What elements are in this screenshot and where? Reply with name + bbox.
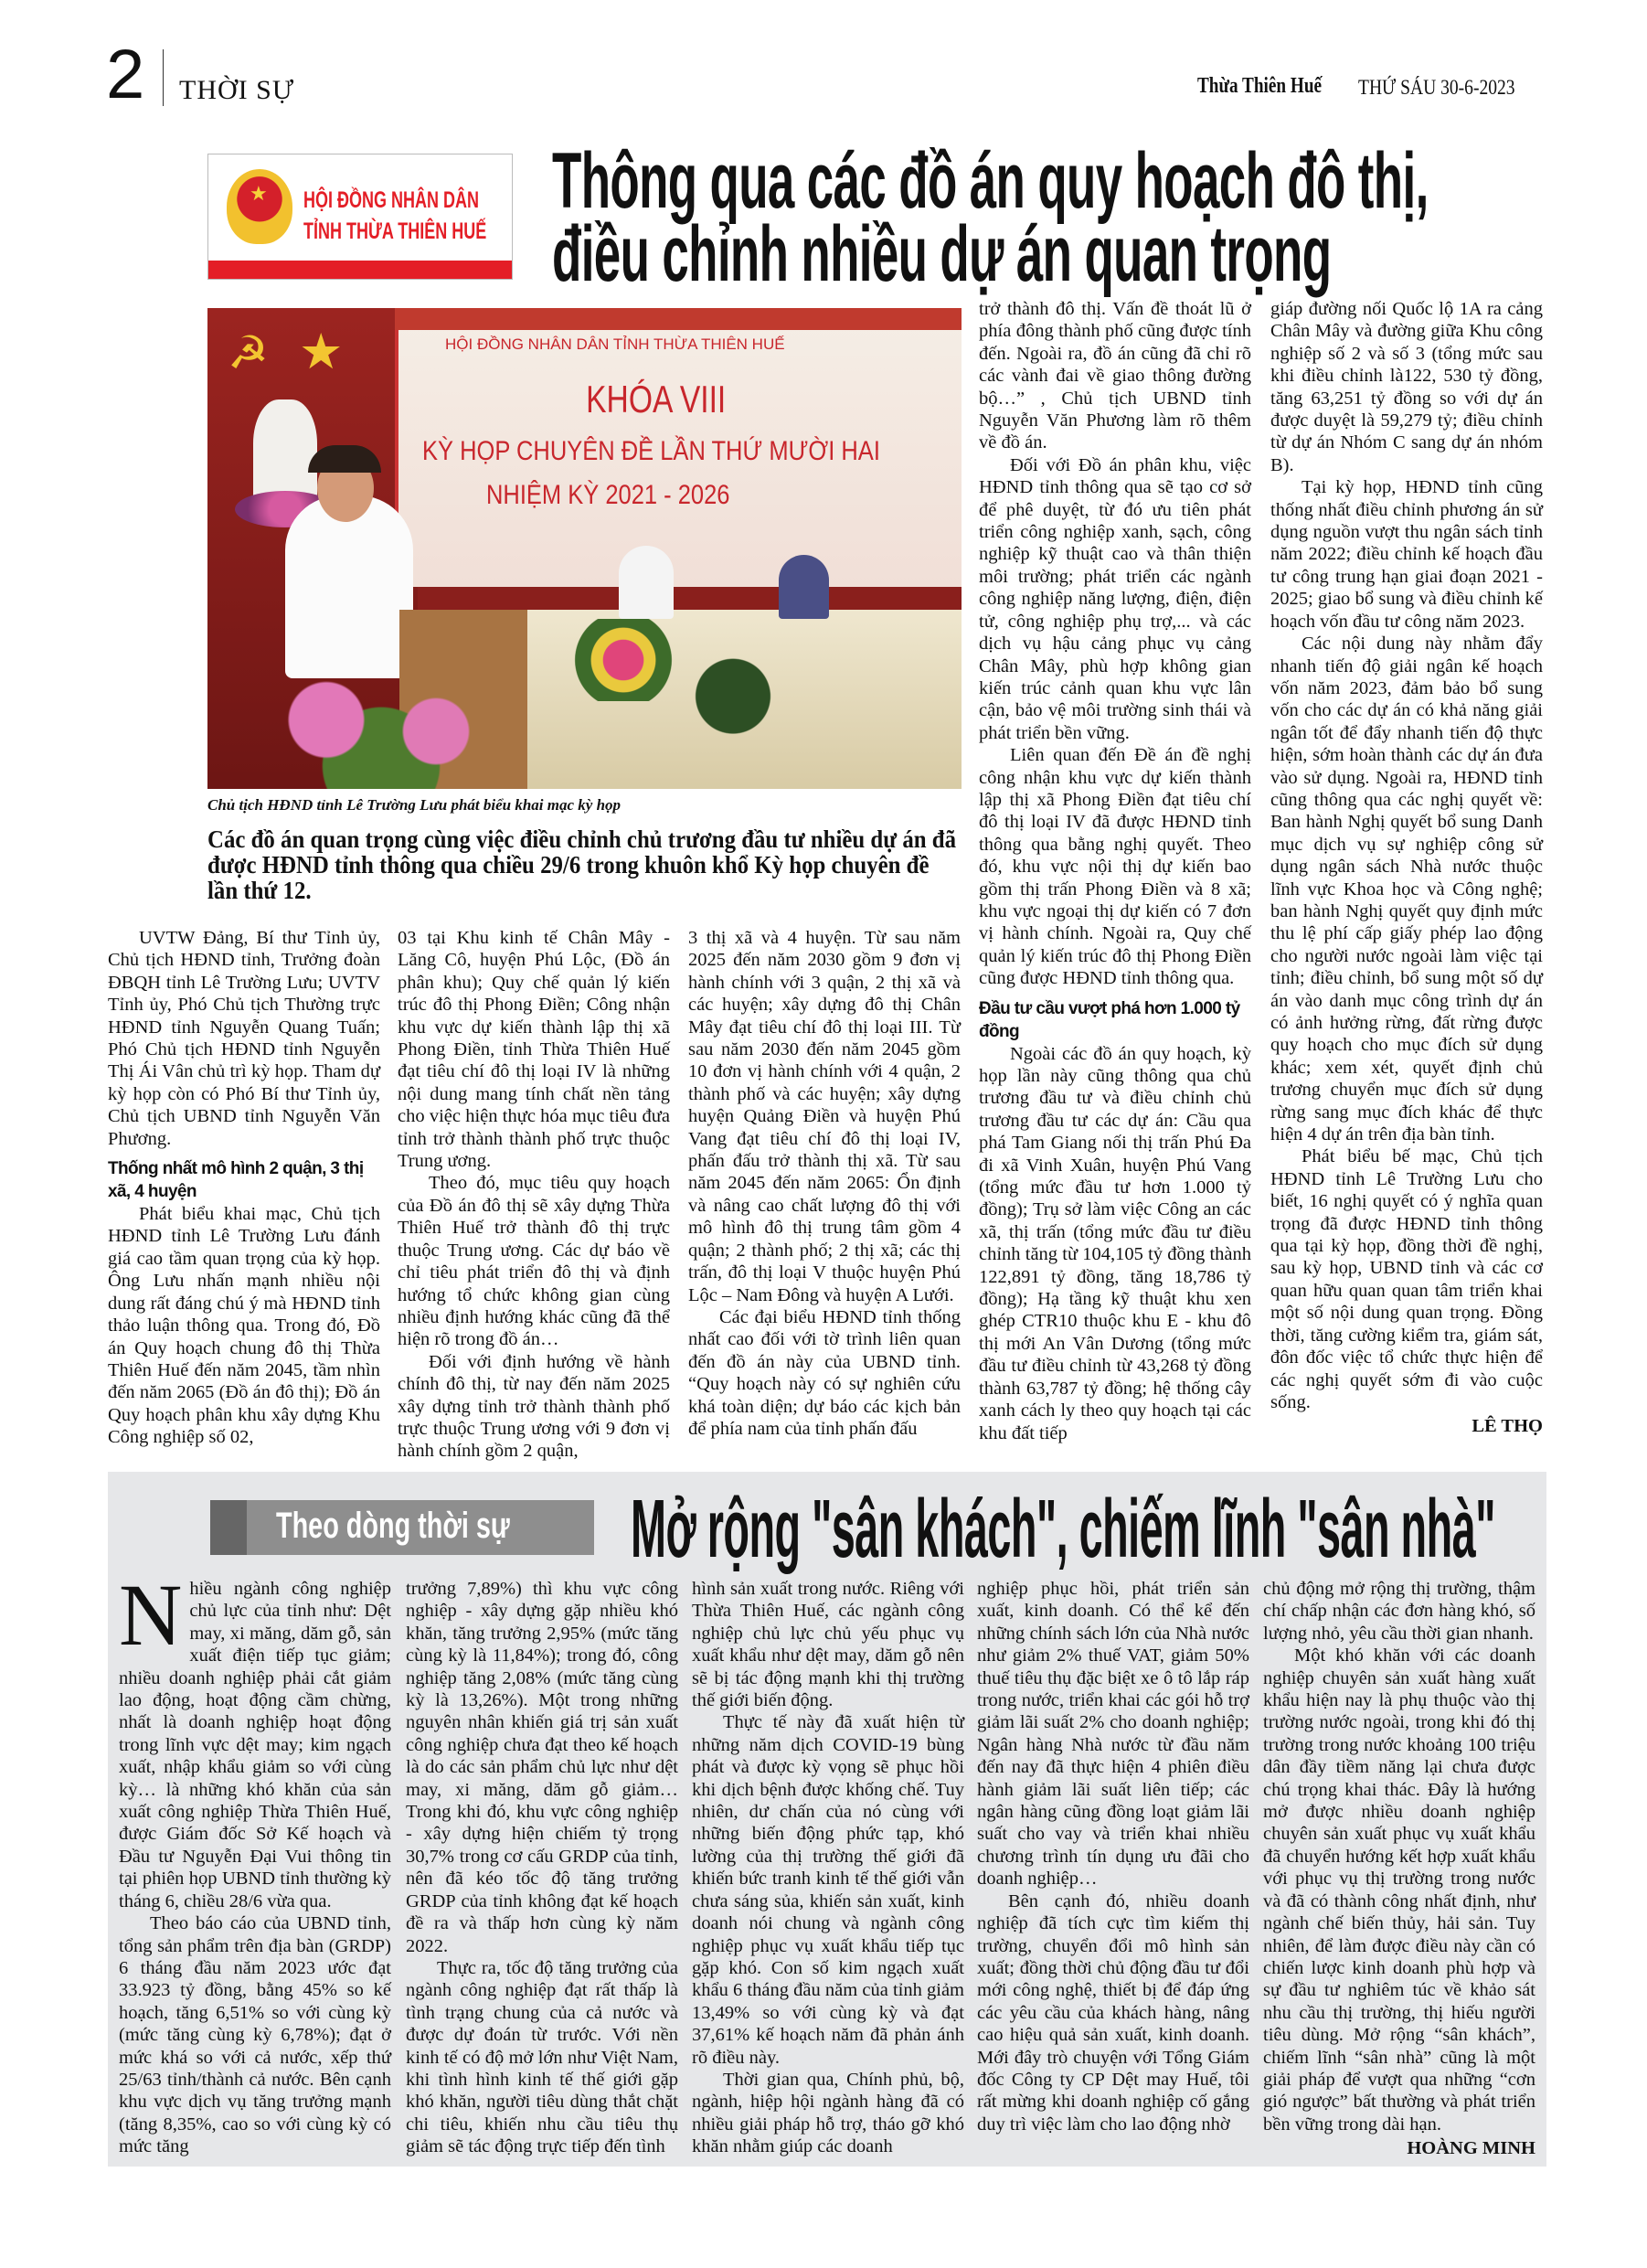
article-headline bbox=[552, 137, 1567, 298]
paragraph: giáp đường nối Quốc lộ 1A ra cảng Chân Mây và đường giữa Khu công nghiệp số 2 và số 3 (tổng mức sau khi điều chỉnh là122, 530 tỷ đồng, tăng 63,251 tỷ đồng so với dự án được duyệt là 59,279 tỷ; điều chỉnh từ dự án Nhóm C sang dự án nhóm B). bbox=[1270, 299, 1543, 475]
paragraph: Bên cạnh đó, nhiều doanh nghiệp đã tích cực tìm kiếm thị trường, chuyển đổi mô hình sản xuất; đồng thời chủ động đầu tư đổi mới công nghệ, thiết bị để đáp ứng các yêu cầu của khách hàng, nâng cao hiệu quả sản xuất, kinh doanh. Mới đây trò chuyện với Tổng Giám đốc Công ty CP Dệt may Huế, tôi rất mừng khi doanh nghiệp cố gắng duy trì việc làm cho lao động nhờ bbox=[977, 1890, 1249, 2135]
page-number: 2 bbox=[106, 36, 145, 113]
headline-line-2: điều chỉnh nhiều dự án quan trọng bbox=[552, 210, 1332, 298]
paragraph: UVTW Đảng, Bí thư Tỉnh ủy, Chủ tịch HĐND tỉnh, Trưởng đoàn ĐBQH tỉnh Lê Trường Lưu; UVTV Tỉnh ủy, Phó Chủ tịch Thường trực HĐND tỉnh Nguyễn Quang Tuấn; Phó Chủ tịch HĐND tỉnh Nguyễn Thị Ái Vân chủ trì kỳ họp. Tham dự kỳ họp còn có Phó Bí thư Tỉnh ủy, Chủ tịch UBND tỉnh Nguyễn Văn Phương. bbox=[108, 928, 380, 1149]
council-logo bbox=[207, 154, 513, 280]
paragraph: Thực tế này đã xuất hiện từ những năm dịch COVID-19 bùng phát và được kỳ vọng sẽ phục hồi khi dịch bệnh được khống chế. Tuy nhiên, dư chấn của nó cùng với những biến động phức tạp, khó lường của thị trường thế giới đã khiến bức tranh kinh tế thế giới vẫn chưa sáng sủa, khiến sản xuất, kinh doanh nói chung và ngành công nghiệp phục vụ xuất khẩu tiếp tục gặp khó. Con số kim ngạch xuất khẩu 6 tháng đầu năm của tỉnh giảm 13,49% so với cùng kỳ và đạt 37,61% kế hoạch năm đã phản ánh rõ điều này. bbox=[692, 1712, 964, 2068]
article-column-5 bbox=[1270, 298, 1543, 1438]
paragraph: trở thành đô thị. Vấn đề thoát lũ ở phía đông thành phố cũng được tính đến. Ngoài ra, đồ án cũng đã chỉ rõ các vành đai về giao thông đường bộ…” , Chủ tịch UBND tỉnh Nguyễn Văn Phương làm rõ thêm về đồ án. bbox=[979, 299, 1251, 453]
subheading: Thống nhất mô hình 2 quận, 3 thị xã, 4 huyện bbox=[108, 1159, 364, 1202]
paragraph: Phát biểu bế mạc, Chủ tịch HĐND tỉnh Lê Trường Lưu cho biết, 16 nghị quyết có ý nghĩa quan trọng đã được HĐND tỉnh thông qua tại kỳ họp, đồng thời đề nghị, sau kỳ họp, UBND tỉnh và các cơ quan hữu quan quan tâm triển khai một số nội dung quan trọng. Đồng thời, tăng cường kiểm tra, giám sát, đôn đốc việc tổ chức thực hiện để các nghị quyết sớm đi vào cuộc sống. bbox=[1270, 1146, 1543, 1412]
column-kicker bbox=[210, 1500, 594, 1555]
article-photo bbox=[207, 308, 962, 789]
banner-session: KỲ HỌP CHUYÊN ĐỀ LẦN THỨ MƯỜI HAI bbox=[422, 436, 880, 466]
national-emblem-icon: ★ bbox=[227, 169, 292, 244]
article-column-3 bbox=[688, 927, 961, 1440]
article-column-1 bbox=[108, 927, 380, 1449]
logo-line-1: HỘI ĐỒNG NHÂN DÂN bbox=[303, 187, 480, 213]
author-byline: LÊ THỌ bbox=[1472, 1416, 1543, 1437]
section-name: THỜI SỰ bbox=[179, 75, 295, 105]
photo-caption: Chủ tịch HĐND tỉnh Lê Trường Lưu phát biểu khai mạc kỳ họp bbox=[207, 796, 622, 814]
headline-line-1: Thông qua các đồ án quy hoạch đô thị, bbox=[552, 137, 1429, 225]
paragraph: 03 tại Khu kinh tế Chân Mây - Lăng Cô, huyện Phú Lộc, (Đồ án phân khu); Quy chế quản lý kiến trúc đô thị Phong Điền; Công nhận khu vực dự kiến thành lập thị xã Phong Điền, tỉnh Thừa Thiên Huế đạt tiêu chí đô thị loại IV là những nội dung mang tính chất nền tảng cho việc hiện thực hóa mục tiêu đưa tỉnh trở thành thành phố trực thuộc Trung ương. bbox=[398, 928, 670, 1172]
paragraph: Một khó khăn với các doanh nghiệp chuyên sản xuất hàng xuất khẩu hiện nay là phụ thuộc vào thị trường nước ngoài, trong khi đó thị trường trong nước khoảng 100 triệu dân đầy tiềm năng lại chưa được chú trọng khai thác. Đây là hướng mở được nhiều doanh nghiệp chuyên sản xuất phục vụ xuất khẩu đã chuyển hướng kết hợp xuất khẩu với phục vụ thị trường trong nước và đã có thành công nhất định, như ngành chế biến thủy, hải sản. Tuy nhiên, để làm được điều này cần có chiến lược kinh doanh phù hợp và sự đầu tư nghiêm túc về khảo sát nhu cầu thị trường, thị hiếu người tiêu dùng. Mở rộng “sân khách”, chiếm lĩnh “sân nhà” cũng là một giải pháp để vượt qua những “cơn gió ngược” bất thường và phát triển bền vững trong dài hạn. bbox=[1263, 1645, 1535, 2135]
author-byline: HOÀNG MINH bbox=[1407, 2138, 1535, 2159]
opinion-column-3 bbox=[692, 1578, 964, 2158]
paragraph: 3 thị xã và 4 huyện. Từ sau năm 2025 đến năm 2030 gồm 9 đơn vị hành chính với 3 quận, 2 thị xã và các huyện; xây dựng đô thị Chân Mây đạt tiêu chí đô thị loại III. Từ sau năm 2030 đến năm 2045 gồm 10 đơn vị hành chính với 4 quận, 2 thành phố và các huyện; xây dựng huyện Quảng Điền và huyện Phú Vang đạt tiêu chí đô thị loại IV, phấn đấu trở thành thị xã. Từ sau năm 2045 đến năm 2065: Ổn định và nâng cao chất lượng đô thị với mô hình đô thị trung tâm gồm 4 quận; 2 thành phố; 2 thị xã; các thị trấn, đô thị loại V thuộc huyện Phú Lộc – Nam Đông và huyện A Lưới. bbox=[688, 928, 961, 1305]
article-lead: Các đồ án quan trọng cùng việc điều chỉnh chủ trương đầu tư nhiều dự án đã được HĐND tỉnh thông qua chiều 29/6 trong khuôn khổ Kỳ họp chuyên đề lần thứ 12. bbox=[207, 825, 957, 904]
banner-period: NHIỆM KỲ 2021 - 2026 bbox=[486, 480, 730, 510]
newspaper-name: Thừa Thiên Huế bbox=[1197, 74, 1323, 98]
opinion-column-4 bbox=[977, 1578, 1249, 2135]
paragraph: Thời gian qua, Chính phủ, bộ, ngành, hiệp hội ngành hàng đã có nhiều giải pháp hỗ trợ, tháo gỡ khó khăn nhằm giúp các doanh bbox=[692, 2069, 964, 2157]
paragraph: trưởng 7,89%) thì khu vực công nghiệp - xây dựng gặp nhiều khó khăn, tăng trưởng 2,95% (mức tăng cùng kỳ là 11,84%); trong đó, công nghiệp tăng 2,08% (mức tăng cùng kỳ là 13,26%). Một trong những nguyên nhân khiến giá trị sản xuất công nghiệp chưa đạt theo kế hoạch là do các sản phẩm chủ lực như dệt may, xi măng, dăm gỗ giảm… Trong khi đó, khu vực công nghiệp - xây dựng hiện chiếm tỷ trọng 30,7% trong cơ cấu GRDP của tỉnh, nên đã kéo tốc độ tăng trưởng GRDP của tỉnh không đạt kế hoạch đề ra và thấp hơn cùng kỳ năm 2022. bbox=[406, 1579, 678, 1956]
paragraph: Các đại biểu HĐND tỉnh thống nhất cao đối với tờ trình liên quan đến đồ án này của UBND tỉnh. “Quy hoạch này có sự nghiên cứu khá toàn diện; dự báo các kịch bản để phía nam của tỉnh phấn đấu bbox=[688, 1306, 961, 1439]
subheading: Đầu tư cầu vượt phá hơn 1.000 tỷ đồng bbox=[979, 998, 1240, 1041]
paragraph: Các nội dung này nhằm đẩy nhanh tiến độ giải ngân kế hoạch vốn năm 2023, đảm bảo bổ sung vốn cho các dự án có khả năng giải ngân tốt để đẩy nhanh tiến độ thực hiện, sớm hoàn thành các dự án đưa vào sử dụng. Ngoài ra, HĐND tỉnh cũng thông qua các nghị quyết về: Ban hành Nghị quyết bổ sung Danh mục dịch vụ sự nghiệp công sử dụng ngân sách Nhà nước thuộc lĩnh vực Khoa học và Công nghệ; ban hành Nghị quyết quy định mức thu lệ phí cấp giấy phép lao động cho người nước ngoài làm việc tại tỉnh; điều chỉnh, bổ sung một số dự án vào danh mục công trình dự án có ảnh hưởng rừng, đất rừng được quy hoạch cho mục đích sử dụng khác; xem xét, quyết định chủ trương chuyển mục đích sử dụng rừng sang mục đích khác để thực hiện 4 dự án trên địa bàn tỉnh. bbox=[1270, 634, 1543, 1145]
article-column-2 bbox=[398, 927, 670, 1463]
paragraph: Theo đó, mục tiêu quy hoạch của Đồ án đô thị sẽ xây dựng Thừa Thiên Huế trở thành đô thị trực thuộc Trung ương. Các dự báo về chỉ tiêu phát triển đô thị và định hướng tổ chức không gian cùng nhiều định hướng khác cũng đã thể hiện rõ trong đồ án… bbox=[398, 1173, 670, 1350]
logo-red-bar bbox=[208, 261, 512, 279]
drop-cap: N bbox=[119, 1566, 183, 1664]
opinion-column-1 bbox=[119, 1566, 391, 2158]
opinion-column-2 bbox=[406, 1578, 678, 2158]
paragraph: Theo báo cáo của UBND tỉnh, tổng sản phẩm trên địa bàn (GRDP) 6 tháng đầu năm 2023 ước đạt 33.923 tỷ đồng, bằng 45% so kế hoạch, tăng 6,51% so với cùng kỳ (mức tăng cùng kỳ 6,78%); đạt ở mức khá so với cả nước, xếp thứ 25/63 tỉnh/thành cả nước. Bên cạnh khu vực dịch vụ tăng trưởng mạnh (tăng 8,35%, cao so với cùng kỳ có mức tăng bbox=[119, 1913, 391, 2157]
paragraph: Đối với Đồ án phân khu, việc HĐND tỉnh thông qua sẽ tạo cơ sở để phê duyệt, từ đó ưu tiên phát triển công nghiệp xanh, sạch, công nghiệp kỹ thuật cao và thân thiện môi trường; phát triển các ngành công nghiệp năng lượng, điện, điện tử, công nghiệp phụ trợ,... và các dịch vụ hậu cảng phục vụ cảng Chân Mây, phù hợp không gian kiến trúc cảnh quan khu vực lân cận, bảo vệ môi trường sinh thái và phát triển bền vững. bbox=[979, 454, 1251, 743]
paragraph: chủ động mở rộng thị trường, thậm chí chấp nhận các đơn hàng khó, số lượng nhỏ, yêu cầu thời gian nhanh. bbox=[1263, 1579, 1535, 1644]
star-icon: ★ bbox=[299, 325, 344, 379]
paragraph: Tại kỳ họp, HĐND tỉnh cũng thống nhất điều chỉnh phương án sử dụng nguồn vượt thu ngân sách tỉnh năm 2022; điều chỉnh kế hoạch đầu tư công trung hạn giai đoạn 2021 - 2025; giao bổ sung và điều chỉnh kế hoạch vốn đầu tư công năm 2023. bbox=[1270, 477, 1543, 632]
paragraph: nghiệp phục hồi, phát triển sản xuất, kinh doanh. Có thể kể đến những chính sách lớn của Nhà nước như giảm 2% thuế VAT, giảm 50% thuế tiêu thụ đặc biệt xe ô tô lắp ráp trong nước, triển khai các gói hỗ trợ giảm lãi suất 2% cho doanh nghiệp; Ngân hàng Nhà nước từ đầu năm đến nay đã thực hiện 4 phiên điều hành giảm lãi suất liên tiếp; các ngân hàng cũng đồng loạt giảm lãi suất cho vay và triển khai nhiều chương trình tín dụng ưu đãi cho doanh nghiệp… bbox=[977, 1579, 1249, 1890]
kicker-strip bbox=[210, 1500, 247, 1555]
logo-line-2: TỈNH THỪA THIÊN HUẾ bbox=[303, 218, 487, 244]
paragraph bbox=[119, 1566, 391, 1912]
opinion-headline: Mở rộng "sân khách", chiếm lĩnh "sân nhà" bbox=[631, 1484, 1495, 1575]
article-column-4 bbox=[979, 298, 1251, 1444]
issue-date: THỨ SÁU 30-6-2023 bbox=[1358, 76, 1515, 99]
paragraph: Phát biểu khai mạc, Chủ tịch HĐND tỉnh Lê Trường Lưu đánh giá cao tầm quan trọng của kỳ họp. Ông Lưu nhấn mạnh nhiều nội dung rất đáng chú ý mà HĐND tỉnh thảo luận thông qua. Trong đó, Đồ án Quy hoạch chung đô thị Thừa Thiên Huế đến năm 2045, tầm nhìn đến năm 2065 (Đồ án đô thị); Đồ án Quy hoạch phân khu xây dựng Khu Công nghiệp số 02, bbox=[108, 1204, 380, 1448]
paragraph-text: hiều ngành công nghiệp chủ lực của tỉnh như: Dệt may, xi măng, dăm gỗ, sản xuất điện tiếp tục giảm; nhiều doanh nghiệp phải cắt giảm lao động, hoạt động cầm chừng, nhất là doanh nghiệp hoạt động trong lĩnh vực dệt may; kim ngạch xuất, nhập khẩu giảm so với cùng kỳ… là những khó khăn của sản xuất công nghiệp Thừa Thiên Huế, được Giám đốc Sở Kế hoạch và Đầu tư Nguyễn Đại Vui thông tin tại phiên họp UBND tỉnh thường kỳ tháng 6, chiều 28/6 vừa qua. bbox=[119, 1579, 391, 1911]
banner-term: KHÓA VIII bbox=[586, 378, 727, 421]
paragraph: Liên quan đến Đề án đề nghị công nhận khu vực dự kiến thành lập thị xã Phong Điền đạt tiêu chí đô thị loại IV đã được HĐND tỉnh thông qua bằng nghị quyết. Theo đó, khu vực nội thị dự kiến bao gồm thị trấn Phong Điền và 8 xã; khu vực ngoại thị dự kiến có 7 đơn vị hành chính. Ngoài ra, Quy chế quản lý kiến trúc đô thị Phong Điền cũng được HĐND tỉnh thông qua. bbox=[979, 745, 1251, 989]
hammer-sickle-icon: ☭ bbox=[228, 327, 269, 378]
banner-council: HỘI ĐỒNG NHÂN DÂN TỈNH THỪA THIÊN HUẾ bbox=[445, 335, 785, 353]
opinion-column-5 bbox=[1263, 1578, 1535, 2160]
paragraph: Ngoài các đồ án quy hoạch, kỳ họp lần này cũng thông qua chủ trương đầu tư và điều chỉnh chủ trương đầu tư các dự án: Cầu qua phá Tam Giang nối thị trấn Phú Đa đi xã Vinh Xuân, huyện Phú Vang (tổng mức đầu tư hơn 1.000 tỷ đồng); Trụ sở làm việc Công an các xã, thị trấn (tổng mức đầu tư điều chỉnh tăng từ 104,105 tỷ đồng thành 122,891 tỷ đồng, tăng 18,786 tỷ đồng); Hạ tầng kỹ thuật khu xen ghép CTR10 thuộc khu E - khu đô thị mới An Vân Dương (tổng mức đầu tư điều chỉnh từ 43,268 tỷ đồng thành 63,787 tỷ đồng; hệ thống cây xanh cách ly theo quy hoạch tại các khu đất tiếp bbox=[979, 1043, 1251, 1443]
paragraph: Thực ra, tốc độ tăng trưởng của ngành công nghiệp đạt rất thấp là tình trạng chung của cả nước và được dự đoán từ trước. Với nền kinh tế có độ mở lớn như Việt Nam, khi tình hình kinh tế thế giới gặp khó khăn, người tiêu dùng thắt chặt chi tiêu, khiến nhu cầu tiêu thụ giảm sẽ tác động trực tiếp đến tình bbox=[406, 1957, 678, 2157]
header-divider bbox=[163, 49, 164, 106]
paragraph: hình sản xuất trong nước. Riêng với Thừa Thiên Huế, các ngành công nghiệp chủ lực chủ yếu phục vụ xuất khẩu như dệt may, dăm gỗ nên sẽ bị tác động mạnh khi thị trường thế giới biến động. bbox=[692, 1579, 964, 1711]
paragraph: Đối với định hướng về hành chính đô thị, từ nay đến năm 2025 xây dựng tỉnh trở thành thành phố trực thuộc Trung ương với 9 đơn vị hành chính gồm 2 quận, bbox=[398, 1351, 670, 1462]
kicker-label: Theo dòng thời sự bbox=[276, 1506, 510, 1546]
